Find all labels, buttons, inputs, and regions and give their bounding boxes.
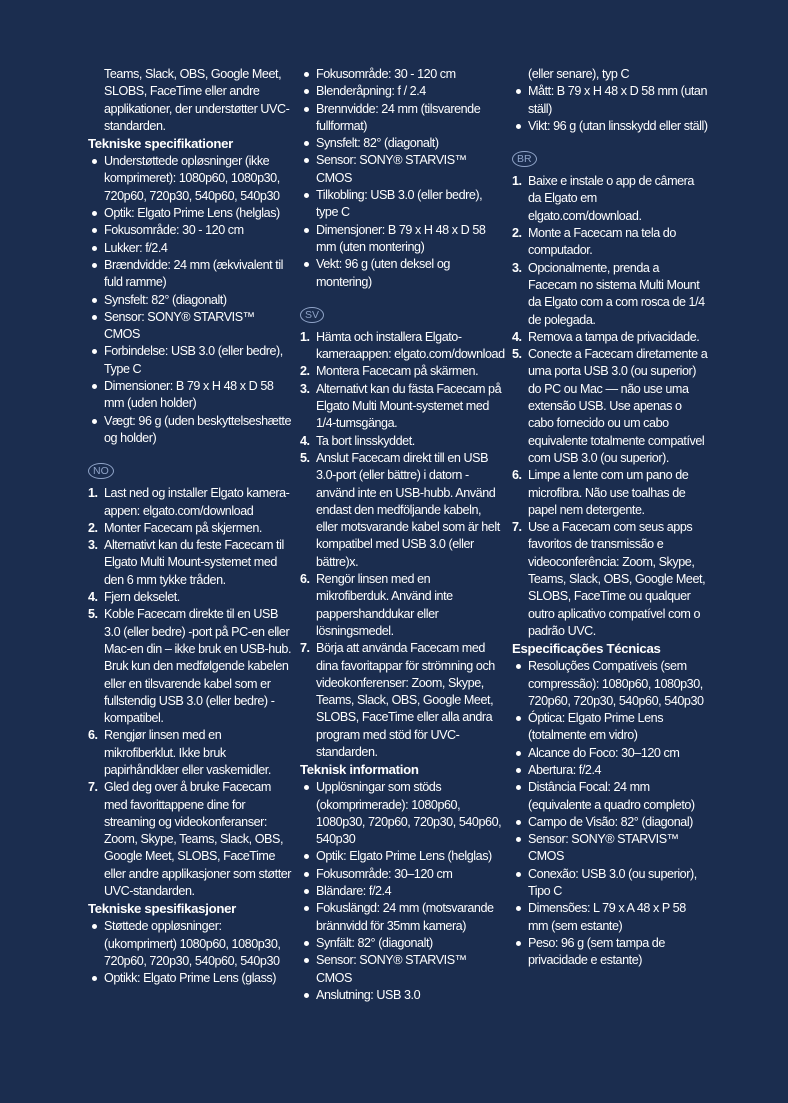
step-text: Hämta och installera Elgato-kameraappen: elgato.com/download <box>316 329 505 362</box>
list-item: Distância Focal: 24 mm (equivalente a quadro completo) <box>512 779 708 814</box>
step-number: 5. <box>300 450 310 465</box>
step-text: Rengjør linsen med en mikrofiberklut. Ikke bruk papirhåndklær eller vaskemidler. <box>104 728 271 777</box>
list-item: Vekt: 96 g (uten deksel og montering) <box>300 256 505 291</box>
list-item: Dimensjoner: B 79 x H 48 x D 58 mm (uten montering) <box>300 222 505 257</box>
step-text: Ta bort linsskyddet. <box>316 433 415 448</box>
list-item: Sensor: SONY® STARVIS™ CMOS <box>512 831 708 866</box>
step-number: 3. <box>512 260 522 275</box>
step-number: 7. <box>300 641 310 656</box>
no-badge: NO <box>88 463 114 479</box>
step-text: Monter Facecam på skjermen. <box>104 520 262 535</box>
step-text: Rengör linsen med en mikrofiberduk. Använd inte pappershanddukar eller lösningsmedel. <box>316 572 453 638</box>
list-item: Anslutning: USB 3.0 <box>300 987 505 1004</box>
sv-steps-list <box>300 329 505 761</box>
list-item: Understøttede opløsninger (ikke komprimeret): 1080p60, 1080p30, 720p60, 720p30, 540p60, 540p30 <box>88 153 293 205</box>
step-item <box>300 329 505 364</box>
list-item: Abertura: f/2.4 <box>512 762 708 779</box>
step-number: 4. <box>88 590 98 605</box>
step-item <box>300 433 505 450</box>
column-2 <box>300 66 505 1004</box>
step-number: 2. <box>88 520 98 535</box>
list-item: Blenderåpning: f / 2.4 <box>300 83 505 100</box>
step-number: 3. <box>300 381 310 396</box>
list-item: Sensor: SONY® STARVIS™ CMOS <box>300 952 505 987</box>
list-item: Synsfelt: 82° (diagonalt) <box>300 135 505 152</box>
list-item: Vikt: 96 g (utan linsskydd eller ställ) <box>512 118 708 135</box>
step-number: 7. <box>88 780 98 795</box>
step-item <box>300 450 505 571</box>
br-steps-list <box>512 173 708 640</box>
list-item: Fokusområde: 30 - 120 cm <box>300 66 505 83</box>
no-specs-list <box>88 918 293 987</box>
list-item: Alcance do Foco: 30–120 cm <box>512 745 708 762</box>
list-item: Fokusområde: 30 - 120 cm <box>88 222 293 239</box>
step-text: Opcionalmente, prenda a Facecam no sistema Multi Mount da Elgato com a com rosca de 1/4 de polegada. <box>528 260 705 327</box>
step-number: 6. <box>300 572 310 587</box>
step-item <box>300 363 505 380</box>
step-number: 6. <box>88 728 98 743</box>
step-text: Alternativt kan du feste Facecam til Elgato Multi Mount-systemet med den 6 mm tykke tråden. <box>104 538 284 587</box>
step-item <box>300 571 505 640</box>
list-item: Peso: 96 g (sem tampa de privacidade e estante) <box>512 935 708 970</box>
step-text: Fjern dekselet. <box>104 590 180 605</box>
list-item: Brennvidde: 24 mm (tilsvarende fullformat) <box>300 101 505 136</box>
step-text: Baixe e instale o app de câmera da Elgato em elgato.com/download. <box>528 174 694 223</box>
step-text: Koble Facecam direkte til en USB 3.0 (eller bedre) -port på PC-en eller Mac-en din – ikke bruk en USB-hub. Bruk kun den medfølgende kabelen eller en tilsvarende kabel som er fullstendig USB 3.0 (eller bedre) -kompatibel. <box>104 607 291 726</box>
list-item: Campo de Visão: 82° (diagonal) <box>512 814 708 831</box>
step-text: Use a Facecam com seus apps favoritos de transmissão e videoconferência: Zoom, Skype, Teams, Slack, OBS, Google Meet, SLOBS, FaceTime ou qualquer outro aplicativo compatível com o padrão UVC. <box>528 520 706 638</box>
step-text: Gled deg over å bruke Facecam med favorittappene dine for streaming og videokonferanser: Zoom, Skype, Teams, Slack, OBS, Google Meet, SLOBS, FaceTime eller andre applikasjoner som støtter UVC-standarden. <box>104 780 292 899</box>
list-item: Synsfelt: 82° (diagonalt) <box>88 292 293 309</box>
step-item <box>300 640 505 761</box>
br-specs-list <box>512 658 708 969</box>
step-number: 5. <box>512 347 522 362</box>
list-item: Vægt: 96 g (uden beskyttelseshætte og holder) <box>88 413 293 448</box>
list-item: Óptica: Elgato Prime Lens (totalmente em vidro) <box>512 710 708 745</box>
sv-badge: SV <box>300 307 324 323</box>
list-item: Fokuslängd: 24 mm (motsvarande brännvidd för 35mm kamera) <box>300 900 505 935</box>
list-item: Forbindelse: USB 3.0 (eller bedre), Type C <box>88 343 293 378</box>
column-1 <box>88 66 293 988</box>
step-number: 7. <box>512 520 522 535</box>
step-item <box>512 467 708 519</box>
step-number: 1. <box>300 329 310 344</box>
step-number: 2. <box>300 364 310 379</box>
sv-spec-continued-text: (eller senare), typ C <box>528 67 630 81</box>
br-specs-heading: Especificações Técnicas <box>512 641 661 657</box>
step-text: Remova a tampa de privacidade. <box>528 329 700 344</box>
step-text: Last ned og installer Elgato kamera-appen: elgato.com/download <box>104 486 290 518</box>
step-item <box>88 485 293 520</box>
da-specs-heading: Tekniske specifikationer <box>88 136 234 152</box>
step-text: Alternativt kan du fästa Facecam på Elgato Multi Mount-systemet med 1/4-tumsgänga. <box>316 381 502 431</box>
step-number: 1. <box>512 174 522 189</box>
sv-specs-heading: Teknisk information <box>300 762 419 778</box>
list-item: Tilkobling: USB 3.0 (eller bedre), type C <box>300 187 505 222</box>
step-number: 3. <box>88 538 98 553</box>
no-steps-list <box>88 485 293 900</box>
step-item <box>88 606 293 727</box>
step-item <box>88 520 293 537</box>
step-number: 2. <box>512 226 522 241</box>
step-text: Börja att använda Facecam med dina favoritappar för strömning och videokonferenser: Zoom, Skype, Teams, Slack, OBS, Google Meet, SLOBS, FaceTime eller alla andra program med stöd för UVC-standarden. <box>316 641 495 759</box>
step-text: Conecte a Facecam diretamente a uma porta USB 3.0 (ou superior) do PC ou Mac — não use uma extensão USB. Use apenas o cabo fornecido ou um cabo equivalente totalmente compatível com USB 3.0 (ou superior). <box>528 347 708 465</box>
step-number: 6. <box>512 468 522 483</box>
list-item: Optik: Elgato Prime Lens (helglas) <box>88 205 293 222</box>
sv-specs-list <box>300 779 505 1004</box>
da-specs-list <box>88 153 293 447</box>
step-item <box>88 727 293 779</box>
step-text: Anslut Facecam direkt till en USB 3.0-port (eller bättre) i datorn - använd inte en USB-hubb. Använd endast den medföljande kabeln, eller motsvarande kabel som är helt kompatibel med USB 3.0 (eller bättre)x. <box>316 450 500 569</box>
step-item <box>512 225 708 260</box>
list-item: Optikk: Elgato Prime Lens (glass) <box>88 970 293 987</box>
list-item: Støttede oppløsninger: (ukomprimert) 1080p60, 1080p30, 720p60, 720p30, 540p60, 540p30 <box>88 918 293 970</box>
list-item: Fokusområde: 30–120 cm <box>300 866 505 883</box>
list-item: Brændvidde: 24 mm (ækvivalent til fuld ramme) <box>88 257 293 292</box>
list-item: Sensor: SONY® STARVIS™ CMOS <box>88 309 293 344</box>
list-item: Synfält: 82° (diagonalt) <box>300 935 505 952</box>
list-item: Lukker: f/2.4 <box>88 240 293 257</box>
step-number: 4. <box>512 329 522 344</box>
step-item <box>512 329 708 346</box>
step-item <box>300 381 505 433</box>
step-text: Montera Facecam på skärmen. <box>316 364 479 379</box>
step-text: Limpe a lente com um pano de microfibra. Não use toalhas de papel nem detergente. <box>528 468 689 517</box>
list-item: Dimensões: L 79 x A 48 x P 58 mm (sem estante) <box>512 900 708 935</box>
list-item: Mått: B 79 x H 48 x D 58 mm (utan ställ) <box>512 83 708 118</box>
step-number: 1. <box>88 486 98 501</box>
list-item: Dimensioner: B 79 x H 48 x D 58 mm (uden holder) <box>88 378 293 413</box>
da-intro-text: Teams, Slack, OBS, Google Meet, SLOBS, FaceTime eller andre applikationer, der understøtter UVC-standarden. <box>104 67 290 133</box>
step-item <box>512 173 708 225</box>
no-specs-list-continued <box>300 66 505 291</box>
step-text: Monte a Facecam na tela do computador. <box>528 226 676 258</box>
step-item <box>88 537 293 589</box>
list-item: Sensor: SONY® STARVIS™ CMOS <box>300 152 505 187</box>
no-specs-heading: Tekniske spesifikasjoner <box>88 901 236 917</box>
br-badge: BR <box>512 151 537 167</box>
step-item <box>512 260 708 329</box>
step-number: 5. <box>88 607 98 622</box>
step-item <box>512 346 708 467</box>
list-item: Resoluções Compatíveis (sem compressão): 1080p60, 1080p30, 720p60, 720p30, 540p60, 540p30 <box>512 658 708 710</box>
list-item: Bländare: f/2.4 <box>300 883 505 900</box>
step-number: 4. <box>300 433 310 448</box>
step-item <box>88 589 293 606</box>
list-item: Conexão: USB 3.0 (ou superior), Tipo C <box>512 866 708 901</box>
step-item <box>88 779 293 900</box>
column-3 <box>512 66 708 970</box>
step-item <box>512 519 708 640</box>
list-item: Upplösningar som stöds (okomprimerade): 1080p60, 1080p30, 720p60, 720p30, 540p60, 540p30 <box>300 779 505 848</box>
list-item: Optik: Elgato Prime Lens (helglas) <box>300 848 505 865</box>
sv-specs-list-continued <box>512 83 708 135</box>
